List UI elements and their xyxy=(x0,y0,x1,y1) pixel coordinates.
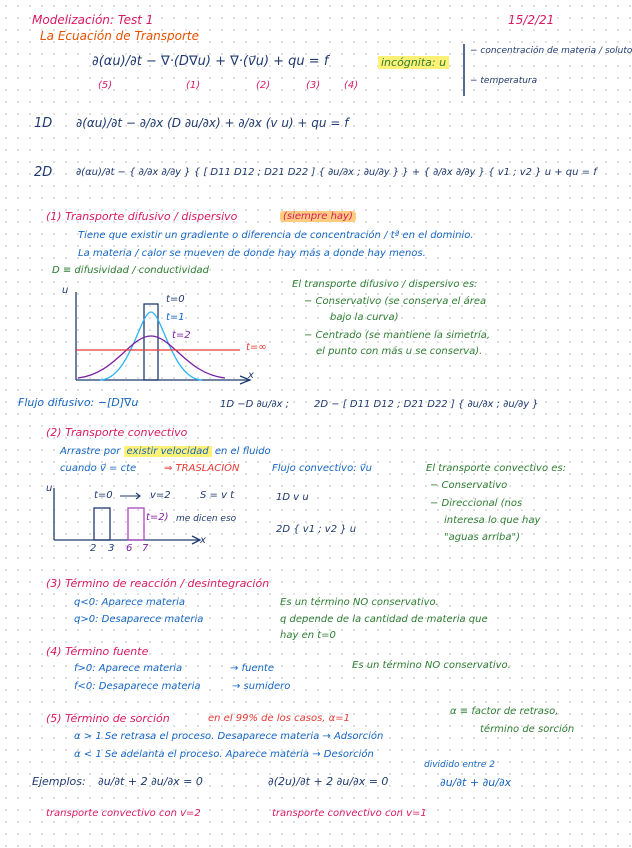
chart2-label-t0: t=0 xyxy=(94,490,113,501)
section3-note-2: q depende de la cantidad de materia que xyxy=(280,614,488,625)
example-2: ∂(2u)/∂t + 2 ∂u/∂x = 0 xyxy=(268,775,389,788)
chart2-axis-x: x xyxy=(200,535,206,546)
section5-line-2: α < 1 Se adelanta el proceso. Aparece materia → Desorción xyxy=(74,749,374,760)
section1-line-2: La materia / calor se mueven de donde hay más a donde hay menos. xyxy=(78,248,426,259)
date: 15/2/21 xyxy=(508,13,555,27)
section5-tag: en el 99% de los casos, α=1 xyxy=(208,713,351,724)
diffusive-flux-1d: 1D −D ∂u/∂x ; xyxy=(220,399,290,410)
section3-heading: (3) Término de reacción / desintegración xyxy=(46,577,270,590)
chart1-label-t1: t=1 xyxy=(166,312,185,323)
convective-flux-2d: 2D { v1 ; v2 } u xyxy=(276,524,357,535)
chart1-label-tinf: t=∞ xyxy=(246,342,267,353)
eq-1d: ∂(αu)/∂t − ∂/∂x (D ∂u/∂x) + ∂/∂x (v u) + qu = f xyxy=(76,116,349,130)
section2-line-1 xyxy=(60,446,271,458)
chart2-tick-3: 3 xyxy=(108,543,115,554)
diffusion-chart xyxy=(60,284,270,390)
section2-line-1-highlight: existir velocidad xyxy=(124,446,212,457)
curve-t2 xyxy=(78,336,225,378)
sorption-side-note-2: término de sorción xyxy=(480,724,575,735)
section2-note-2: − Direccional (nos xyxy=(430,498,523,509)
chart2-tick-2: 2 xyxy=(90,543,97,554)
chart2-label-s: S = v t xyxy=(200,490,235,501)
example-caption-1: transporte convectivo con v=2 xyxy=(46,808,201,819)
chart1-axis-x: x xyxy=(248,370,254,381)
section4-note: Es un término NO conservativo. xyxy=(352,660,511,671)
pulse-t2 xyxy=(128,508,144,540)
eq-2d: ∂(αu)/∂t − { ∂/∂x ∂/∂y } { [ D11 D12 ; D21 D22 ] { ∂u/∂x ; ∂u/∂y } } + { ∂/∂x ∂/∂y } { v1 ; v2 } u + qu = f xyxy=(76,167,597,178)
diffusive-flux-label: Flujo difusivo: −[D]∇u xyxy=(18,396,139,409)
unknown-label: incógnita: u xyxy=(378,56,449,69)
chart2-label-t2: t=2) xyxy=(146,512,169,523)
convective-flux-1d: 1D v u xyxy=(276,492,309,503)
section1-tag: (siempre hay) xyxy=(280,211,356,222)
section5-line-1: α > 1 Se retrasa el proceso. Desaparece materia → Adsorción xyxy=(74,731,384,742)
section1-note-1: − Conservativo (se conserva el área xyxy=(304,296,487,307)
unknown-meaning-2: − temperatura xyxy=(470,76,538,86)
term-number-4: (4) xyxy=(344,80,359,91)
section1-line-1: Tiene que existir un gradiente o diferencia de concentración / tª en el dominio. xyxy=(78,230,474,241)
translation-label: ⇒ TRASLACIÓN xyxy=(164,463,240,474)
section2-note-1: − Conservativo xyxy=(430,480,508,491)
sorption-side-note-1: α ≡ factor de retraso, xyxy=(450,706,559,717)
main-equation: ∂(αu)/∂t − ∇·(D∇u) + ∇·(v⃗u) + qu = f xyxy=(92,54,329,69)
section3-item-1: q<0: Aparece materia xyxy=(74,597,186,608)
term-number-5: (5) xyxy=(98,80,113,91)
section3-note-1: Es un término NO conservativo. xyxy=(280,597,439,608)
section4-heading: (4) Término fuente xyxy=(46,645,149,658)
diffusive-flux-2d: 2D − [ D11 D12 ; D21 D22 ] { ∂u/∂x ; ∂u/∂y } xyxy=(314,399,539,410)
eq-1d-label: 1D xyxy=(34,116,53,131)
chart1-axis-u: u xyxy=(62,285,69,296)
diffusivity-def: D ≡ difusividad / conductividad xyxy=(52,265,210,276)
eq-2d-label: 2D xyxy=(34,165,53,180)
section5-heading: (5) Término de sorción xyxy=(46,712,170,725)
section1-heading: (1) Transporte difusivo / dispersivo xyxy=(46,210,238,223)
section4-item-1: f>0: Aparece materia xyxy=(74,663,183,674)
subtitle: La Ecuación de Transporte xyxy=(40,29,200,43)
term-number-2: (2) xyxy=(256,80,271,91)
bracket-line xyxy=(462,44,466,96)
curve-t1 xyxy=(100,312,202,380)
convective-flux: Flujo convectivo: v⃗u xyxy=(272,463,373,474)
section4-item-2: f<0: Desaparece materia xyxy=(74,681,201,692)
section2-notes-title: El transporte convectivo es: xyxy=(426,463,566,474)
section1-notes-title: El transporte difusivo / dispersivo es: xyxy=(292,279,478,290)
section2-note-3: interesa lo que hay xyxy=(444,515,541,526)
chart1-label-t2: t=2 xyxy=(172,330,191,341)
section2-heading: (2) Transporte convectivo xyxy=(46,426,188,439)
chart2-tick-7: 7 xyxy=(142,543,149,554)
chart2-axis-u: u xyxy=(46,483,53,494)
section2-line-2: cuando v⃗ = cte xyxy=(60,463,137,474)
example-caption-2: transporte convectivo con v=1 xyxy=(272,808,427,819)
section1-note-4: el punto con más u se conserva). xyxy=(316,346,483,357)
term-number-1: (1) xyxy=(186,80,201,91)
sink-arrow: → sumidero xyxy=(232,681,291,692)
example-1: ∂u/∂t + 2 ∂u/∂x = 0 xyxy=(98,775,203,788)
chart2-tick-6: 6 xyxy=(126,543,133,554)
source-arrow: → fuente xyxy=(230,663,274,674)
section3-note-3: hay en t=0 xyxy=(280,630,336,641)
section1-tag-wrap xyxy=(280,211,356,223)
section2-line-1-post: en el fluido xyxy=(214,446,271,457)
chart2-note: me dicen eso xyxy=(176,514,237,524)
divided-note: dividido entre 2 xyxy=(424,760,495,770)
page-title: Modelización: Test 1 xyxy=(32,13,154,27)
term-number-3: (3) xyxy=(306,80,321,91)
section1-note-3: − Centrado (se mantiene la simetría, xyxy=(304,330,491,341)
pulse-t0 xyxy=(94,508,110,540)
chart2-label-v: v=2 xyxy=(150,490,171,501)
section2-note-4: "aguas arriba") xyxy=(444,532,521,543)
examples-label: Ejemplos: xyxy=(32,775,86,788)
section3-item-2: q>0: Desaparece materia xyxy=(74,614,204,625)
chart1-label-t0: t=0 xyxy=(166,294,185,305)
example-3: ∂u/∂t + ∂u/∂x xyxy=(440,776,512,789)
unknown-label-wrap xyxy=(378,57,449,70)
section2-line-1-pre: Arrastre por xyxy=(60,446,121,457)
unknown-meaning-1: − concentración de materia / soluto xyxy=(470,46,632,56)
section1-note-2: bajo la curva) xyxy=(330,312,399,323)
